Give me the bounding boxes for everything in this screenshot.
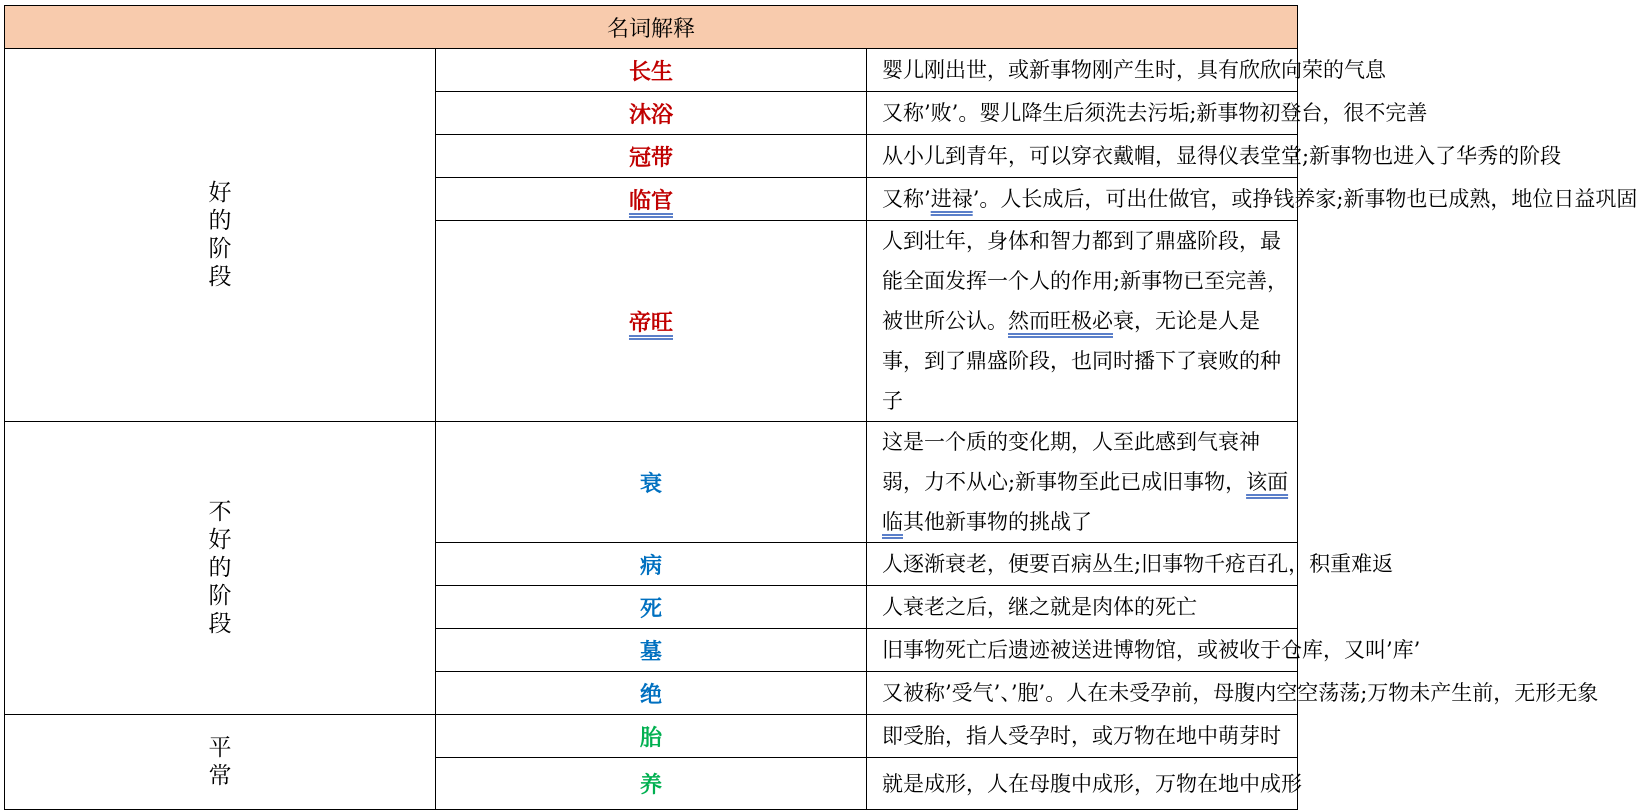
table-title: 名词解释 [5,6,1298,49]
desc-cell: 这是一个质的变化期，人至此感到气衰神弱，力不从心;新事物至此已成旧事物，该面临其他新事物的挑战了 [867,422,1298,543]
term-cell: 死 [436,586,867,629]
desc-cell: 又称’进禄’。人长成后，可出仕做官，或挣钱养家;新事物也已成熟，地位日益巩固 [867,178,1298,221]
table-row [5,422,1298,543]
desc-cell: 人逐渐衰老，便要百病丛生;旧事物千疮百孔，积重难返 [867,543,1298,586]
desc-cell: 即受胎，指人受孕时，或万物在地中萌芽时 [867,715,1298,758]
desc-cell: 婴儿刚出世，或新事物刚产生时，具有欣欣向荣的气息 [867,49,1298,92]
desc-cell: 又称’败’。婴儿降生后须洗去污垢;新事物初登台，很不完善 [867,92,1298,135]
glossary-table [4,5,1637,810]
group-label-good: 好的阶段 [5,49,436,422]
term-cell: 养 [436,758,867,810]
table-row [5,49,1298,92]
term-cell: 墓 [436,629,867,672]
term-cell: 沐浴 [436,92,867,135]
desc-cell: 就是成形，人在母腹中成形，万物在地中成形 [867,758,1298,810]
term-cell: 绝 [436,672,867,715]
group-label-neutral: 平常 [5,715,436,810]
term-cell: 冠带 [436,135,867,178]
desc-cell: 旧事物死亡后遗迹被送进博物馆，或被收于仓库，又叫’库’ [867,629,1298,672]
term-cell: 临官 [436,178,867,221]
term-cell: 胎 [436,715,867,758]
term-cell: 衰 [436,422,867,543]
term-cell: 病 [436,543,867,586]
desc-cell: 人到壮年，身体和智力都到了鼎盛阶段，最能全面发挥一个人的作用;新事物已至完善，被世所公认。然而旺极必衰，无论是人是事，到了鼎盛阶段，也同时播下了衰败的种子 [867,221,1298,422]
table-row [5,715,1298,758]
term-cell: 帝旺 [436,221,867,422]
table-header-row [5,6,1298,49]
desc-cell: 又被称’受气’、’胞’。人在未受孕前，母腹内空空荡荡;万物未产生前，无形无象 [867,672,1298,715]
group-label-bad: 不好的阶段 [5,422,436,715]
term-cell: 长生 [436,49,867,92]
desc-cell: 从小儿到青年，可以穿衣戴帽，显得仪表堂堂;新事物也进入了华秀的阶段 [867,135,1298,178]
desc-cell: 人衰老之后，继之就是肉体的死亡 [867,586,1298,629]
